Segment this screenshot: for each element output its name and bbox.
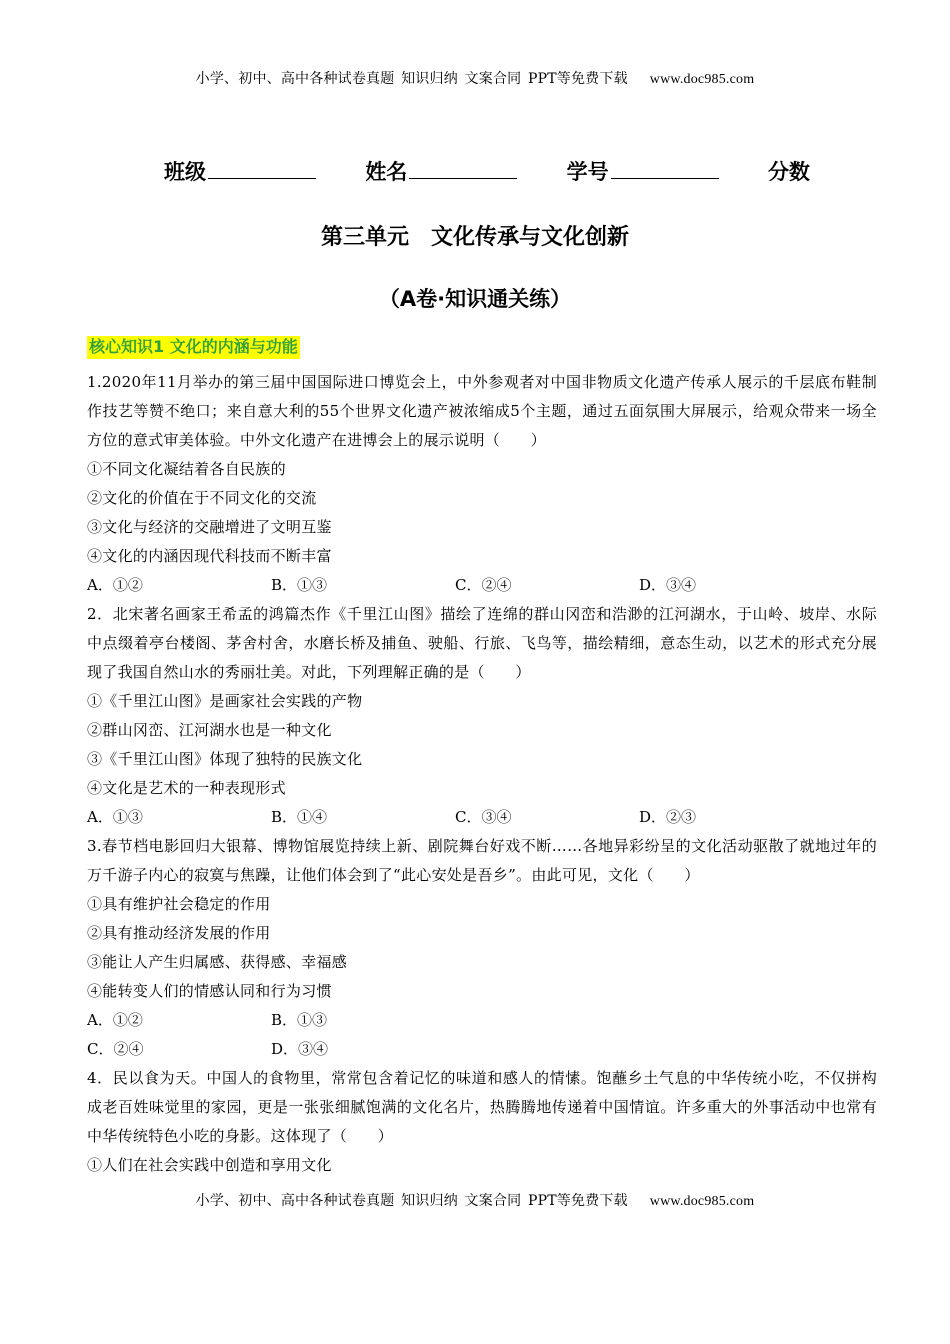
choice-a: A．①③ [87, 808, 143, 826]
question-3-stem: 3.春节档电影回归大银幕、博物馆展览持续上新、剧院舞台好戏不断……各地异彩纷呈的文化活动驱散了就地过年的万千游子内心的寂寞与焦躁，让他们体会到了“此心安处是吾乡”。由此可见，文化（ ） [87, 837, 877, 884]
question-3-choices-row-2 [87, 1035, 877, 1064]
question-3-option: ②具有推动经济发展的作用 [87, 924, 271, 942]
question-2-option: ②群山冈峦、江河湖水也是一种文化 [87, 721, 332, 739]
question-3-option: ③能让人产生归属感、获得感、幸福感 [87, 953, 348, 971]
class-label: 班级 [164, 160, 206, 184]
choice-b: B．①④ [271, 808, 328, 826]
question-1-choices [87, 571, 877, 600]
header-text: 小学、初中、高中各种试卷真题 知识归纳 文案合同 PPT等免费下载 [195, 71, 628, 87]
footer-text: 小学、初中、高中各种试卷真题 知识归纳 文案合同 PPT等免费下载 [195, 1193, 628, 1209]
choice-b: B．①③ [271, 576, 328, 594]
question-1-option: ④文化的内涵因现代科技而不断丰富 [87, 547, 332, 565]
question-2-option: ①《千里江山图》是画家社会实践的产物 [87, 692, 363, 710]
name-label: 姓名 [365, 160, 408, 184]
choice-d: D．③④ [271, 1040, 329, 1058]
question-1-option: ③文化与经济的交融增进了文明互鉴 [87, 518, 332, 536]
question-1-option: ②文化的价值在于不同文化的交流 [87, 489, 317, 507]
question-4-stem: 4．民以食为天。中国人的食物里，常常包含着记忆的味道和感人的情愫。饱蘸乡土气息的中华传统小吃，不仅拼构成老百姓味觉里的家园，更是一张张细腻饱满的文化名片，热腾腾地传递着中国情谊。许多重大的外事活动中也常有中华传统特色小吃的身影。这体现了（ ） [87, 1069, 877, 1145]
question-2-choices [87, 803, 877, 832]
class-field [164, 156, 316, 186]
question-list [87, 368, 877, 1180]
choice-b: B．①③ [271, 1011, 328, 1029]
choice-a: A．①② [87, 576, 143, 594]
student-id-field [567, 156, 719, 186]
score-field [768, 156, 810, 186]
name-blank [409, 160, 517, 179]
question-4-option: ①人们在社会实践中创造和享用文化 [87, 1156, 332, 1174]
choice-c: C．②④ [87, 1040, 144, 1058]
question-1-option: ①不同文化凝结着各自民族的 [87, 460, 286, 478]
class-blank [208, 160, 316, 179]
question-2-stem: 2．北宋著名画家王希孟的鸿篇杰作《千里江山图》描绘了连绵的群山冈峦和浩渺的江河湖水，于山岭、坡岸、水际中点缀着亭台楼阁、茅舍村舍，水磨长桥及捕鱼、驶船、行旅、飞鸟等，描绘精细，意态生动，以艺术的形式充分展现了我国自然山水的秀丽壮美。对此，下列理解正确的是（ ） [87, 605, 877, 681]
choice-c: C．②④ [455, 576, 512, 594]
question-3-option: ①具有维护社会稳定的作用 [87, 895, 271, 913]
student-id-blank [611, 160, 719, 179]
choice-d: D．②③ [639, 808, 697, 826]
question-2-option: ③《千里江山图》体现了独特的民族文化 [87, 750, 363, 768]
choice-c: C．③④ [455, 808, 512, 826]
section-heading: 核心知识1 文化的内涵与功能 [87, 336, 300, 359]
paper-subtitle: （A卷·知识通关练） [378, 287, 572, 311]
student-info-row [164, 156, 810, 186]
unit-title: 第三单元 文化传承与文化创新 [320, 225, 629, 250]
header-url[interactable]: www.doc985.com [649, 72, 755, 87]
question-1-stem: 1.2020年11月举办的第三届中国国际进口博览会上，中外参观者对中国非物质文化遗产传承人展示的千层底布鞋制作技艺等赞不绝口；来自意大利的55个世界文化遗产被浓缩成5个主题，通过五面氛围大屏展示，给观众带来一场全方位的意式审美体验。中外文化遗产在进博会上的展示说明（ ） [87, 373, 877, 449]
choice-d: D．③④ [639, 576, 697, 594]
choice-a: A．①② [87, 1011, 143, 1029]
student-id-label: 学号 [566, 160, 609, 184]
page-footer [0, 1190, 950, 1210]
question-2-option: ④文化是艺术的一种表现形式 [87, 779, 286, 797]
footer-url[interactable]: www.doc985.com [649, 1194, 755, 1209]
score-label: 分数 [767, 160, 810, 184]
page-header [0, 68, 950, 88]
name-field [365, 156, 517, 186]
question-3-option: ④能转变人们的情感认同和行为习惯 [87, 982, 332, 1000]
question-3-choices-row-1 [87, 1006, 877, 1035]
